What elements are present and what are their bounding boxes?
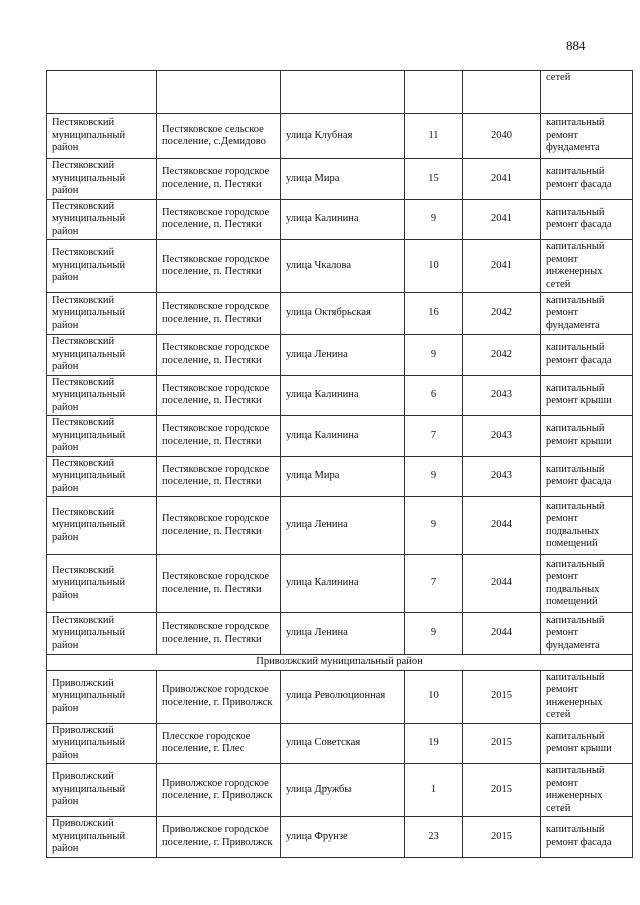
street-cell: улица Революционная <box>281 670 405 723</box>
house-number-cell: 9 <box>405 613 463 655</box>
street-cell: улица Ленина <box>281 335 405 376</box>
district-cell: Пестяковский муниципальный район <box>47 456 157 497</box>
house-number-cell: 9 <box>405 497 463 555</box>
street-cell: улица Фрунзе <box>281 817 405 858</box>
settlement-cell: Пестяковское городское поселение, п. Пестяки <box>157 159 281 200</box>
repair-schedule-table <box>46 70 633 858</box>
table-row <box>47 670 633 723</box>
house-number-cell: 7 <box>405 416 463 457</box>
table-row <box>47 764 633 817</box>
work-type-cell: капитальный ремонт фундамента <box>541 293 633 335</box>
settlement-cell: Пестяковское городское поселение, п. Пестяки <box>157 416 281 457</box>
table-cell <box>463 71 541 114</box>
year-cell: 2042 <box>463 293 541 335</box>
table-row <box>47 114 633 159</box>
year-cell: 2041 <box>463 240 541 293</box>
table-row <box>47 613 633 655</box>
work-type-cell: капитальный ремонт фасада <box>541 456 633 497</box>
house-number-cell: 16 <box>405 293 463 335</box>
work-type-cell: капитальный ремонт инженерных сетей <box>541 764 633 817</box>
district-cell: Приволжский муниципальный район <box>47 723 157 764</box>
table-row <box>47 199 633 240</box>
year-cell: 2044 <box>463 497 541 555</box>
table-row <box>47 723 633 764</box>
table-row <box>47 555 633 613</box>
district-cell: Пестяковский муниципальный район <box>47 335 157 376</box>
page-number: 884 <box>566 38 586 53</box>
settlement-cell: Пестяковское городское поселение, п. Пестяки <box>157 335 281 376</box>
settlement-cell: Пестяковское городское поселение, п. Пестяки <box>157 199 281 240</box>
year-cell: 2015 <box>463 723 541 764</box>
house-number-cell: 15 <box>405 159 463 200</box>
table-cell <box>47 71 157 114</box>
street-cell: улица Ленина <box>281 497 405 555</box>
work-type-cell: капитальный ремонт фасада <box>541 199 633 240</box>
street-cell: улица Дружбы <box>281 764 405 817</box>
street-cell: улица Калинина <box>281 555 405 613</box>
settlement-cell: Пестяковское городское поселение, п. Пестяки <box>157 555 281 613</box>
house-number-cell: 7 <box>405 555 463 613</box>
table-row <box>47 497 633 555</box>
settlement-cell: Приволжское городское поселение, г. Приволжск <box>157 817 281 858</box>
settlement-cell: Пестяковское городское поселение, п. Пестяки <box>157 375 281 416</box>
year-cell: 2015 <box>463 817 541 858</box>
year-cell: 2015 <box>463 670 541 723</box>
table-row <box>47 240 633 293</box>
settlement-cell: Пестяковское городское поселение, п. Пестяки <box>157 456 281 497</box>
district-cell: Пестяковский муниципальный район <box>47 159 157 200</box>
table-row <box>47 159 633 200</box>
settlement-cell: Пестяковское городское поселение, п. Пестяки <box>157 293 281 335</box>
work-type-cell: капитальный ремонт фундамента <box>541 114 633 159</box>
table-row <box>47 416 633 457</box>
work-type-cell: капитальный ремонт фасада <box>541 335 633 376</box>
street-cell: улица Ленина <box>281 613 405 655</box>
year-cell: 2043 <box>463 416 541 457</box>
house-number-cell: 9 <box>405 335 463 376</box>
street-cell: улица Советская <box>281 723 405 764</box>
work-type-cell: капитальный ремонт крыши <box>541 416 633 457</box>
section-header-row <box>47 655 633 671</box>
street-cell: улица Чкалова <box>281 240 405 293</box>
work-type-cell: капитальный ремонт подвальных помещений <box>541 555 633 613</box>
district-cell: Приволжский муниципальный район <box>47 670 157 723</box>
street-cell: улица Калинина <box>281 375 405 416</box>
settlement-cell: Пестяковское городское поселение, п. Пестяки <box>157 497 281 555</box>
settlement-cell: Приволжское городское поселение, г. Приволжск <box>157 670 281 723</box>
work-type-cell: капитальный ремонт подвальных помещений <box>541 497 633 555</box>
district-cell: Пестяковский муниципальный район <box>47 114 157 159</box>
street-cell: улица Калинина <box>281 199 405 240</box>
district-cell: Пестяковский муниципальный район <box>47 293 157 335</box>
settlement-cell: Приволжское городское поселение, г. Приволжск <box>157 764 281 817</box>
district-cell: Приволжский муниципальный район <box>47 817 157 858</box>
district-cell: Пестяковский муниципальный район <box>47 416 157 457</box>
street-cell: улица Калинина <box>281 416 405 457</box>
work-type-cell: капитальный ремонт крыши <box>541 723 633 764</box>
work-type-cell: капитальный ремонт фундамента <box>541 613 633 655</box>
district-cell: Пестяковский муниципальный район <box>47 555 157 613</box>
table-cell <box>281 71 405 114</box>
work-type-cell: капитальный ремонт инженерных сетей <box>541 240 633 293</box>
house-number-cell: 10 <box>405 240 463 293</box>
district-cell: Пестяковский муниципальный район <box>47 240 157 293</box>
year-cell: 2042 <box>463 335 541 376</box>
table-row <box>47 817 633 858</box>
house-number-cell: 6 <box>405 375 463 416</box>
table-cell <box>157 71 281 114</box>
district-cell: Пестяковский муниципальный район <box>47 613 157 655</box>
street-cell: улица Мира <box>281 159 405 200</box>
work-type-cell: капитальный ремонт фасада <box>541 159 633 200</box>
house-number-cell: 1 <box>405 764 463 817</box>
table-row <box>47 456 633 497</box>
district-cell: Пестяковский муниципальный район <box>47 497 157 555</box>
work-type-cell: сетей <box>541 71 633 114</box>
house-number-cell: 9 <box>405 456 463 497</box>
district-cell: Приволжский муниципальный район <box>47 764 157 817</box>
house-number-cell: 11 <box>405 114 463 159</box>
year-cell: 2043 <box>463 456 541 497</box>
table-row <box>47 293 633 335</box>
year-cell: 2015 <box>463 764 541 817</box>
settlement-cell: Пестяковское сельское поселение, с.Демидово <box>157 114 281 159</box>
work-type-cell: капитальный ремонт инженерных сетей <box>541 670 633 723</box>
section-title: Приволжский муниципальный район <box>47 655 633 671</box>
year-cell: 2041 <box>463 159 541 200</box>
house-number-cell: 19 <box>405 723 463 764</box>
street-cell: улица Мира <box>281 456 405 497</box>
year-cell: 2041 <box>463 199 541 240</box>
work-type-cell: капитальный ремонт крыши <box>541 375 633 416</box>
year-cell: 2043 <box>463 375 541 416</box>
house-number-cell: 23 <box>405 817 463 858</box>
table-row <box>47 335 633 376</box>
house-number-cell: 10 <box>405 670 463 723</box>
district-cell: Пестяковский муниципальный район <box>47 199 157 240</box>
year-cell: 2044 <box>463 555 541 613</box>
year-cell: 2040 <box>463 114 541 159</box>
year-cell: 2044 <box>463 613 541 655</box>
street-cell: улица Клубная <box>281 114 405 159</box>
settlement-cell: Пестяковское городское поселение, п. Пестяки <box>157 240 281 293</box>
table-cell <box>405 71 463 114</box>
street-cell: улица Октябрьская <box>281 293 405 335</box>
work-type-cell: капитальный ремонт фасада <box>541 817 633 858</box>
house-number-cell: 9 <box>405 199 463 240</box>
settlement-cell: Плесское городское поселение, г. Плес <box>157 723 281 764</box>
district-cell: Пестяковский муниципальный район <box>47 375 157 416</box>
continuation-row <box>47 71 633 114</box>
settlement-cell: Пестяковское городское поселение, п. Пестяки <box>157 613 281 655</box>
table-row <box>47 375 633 416</box>
